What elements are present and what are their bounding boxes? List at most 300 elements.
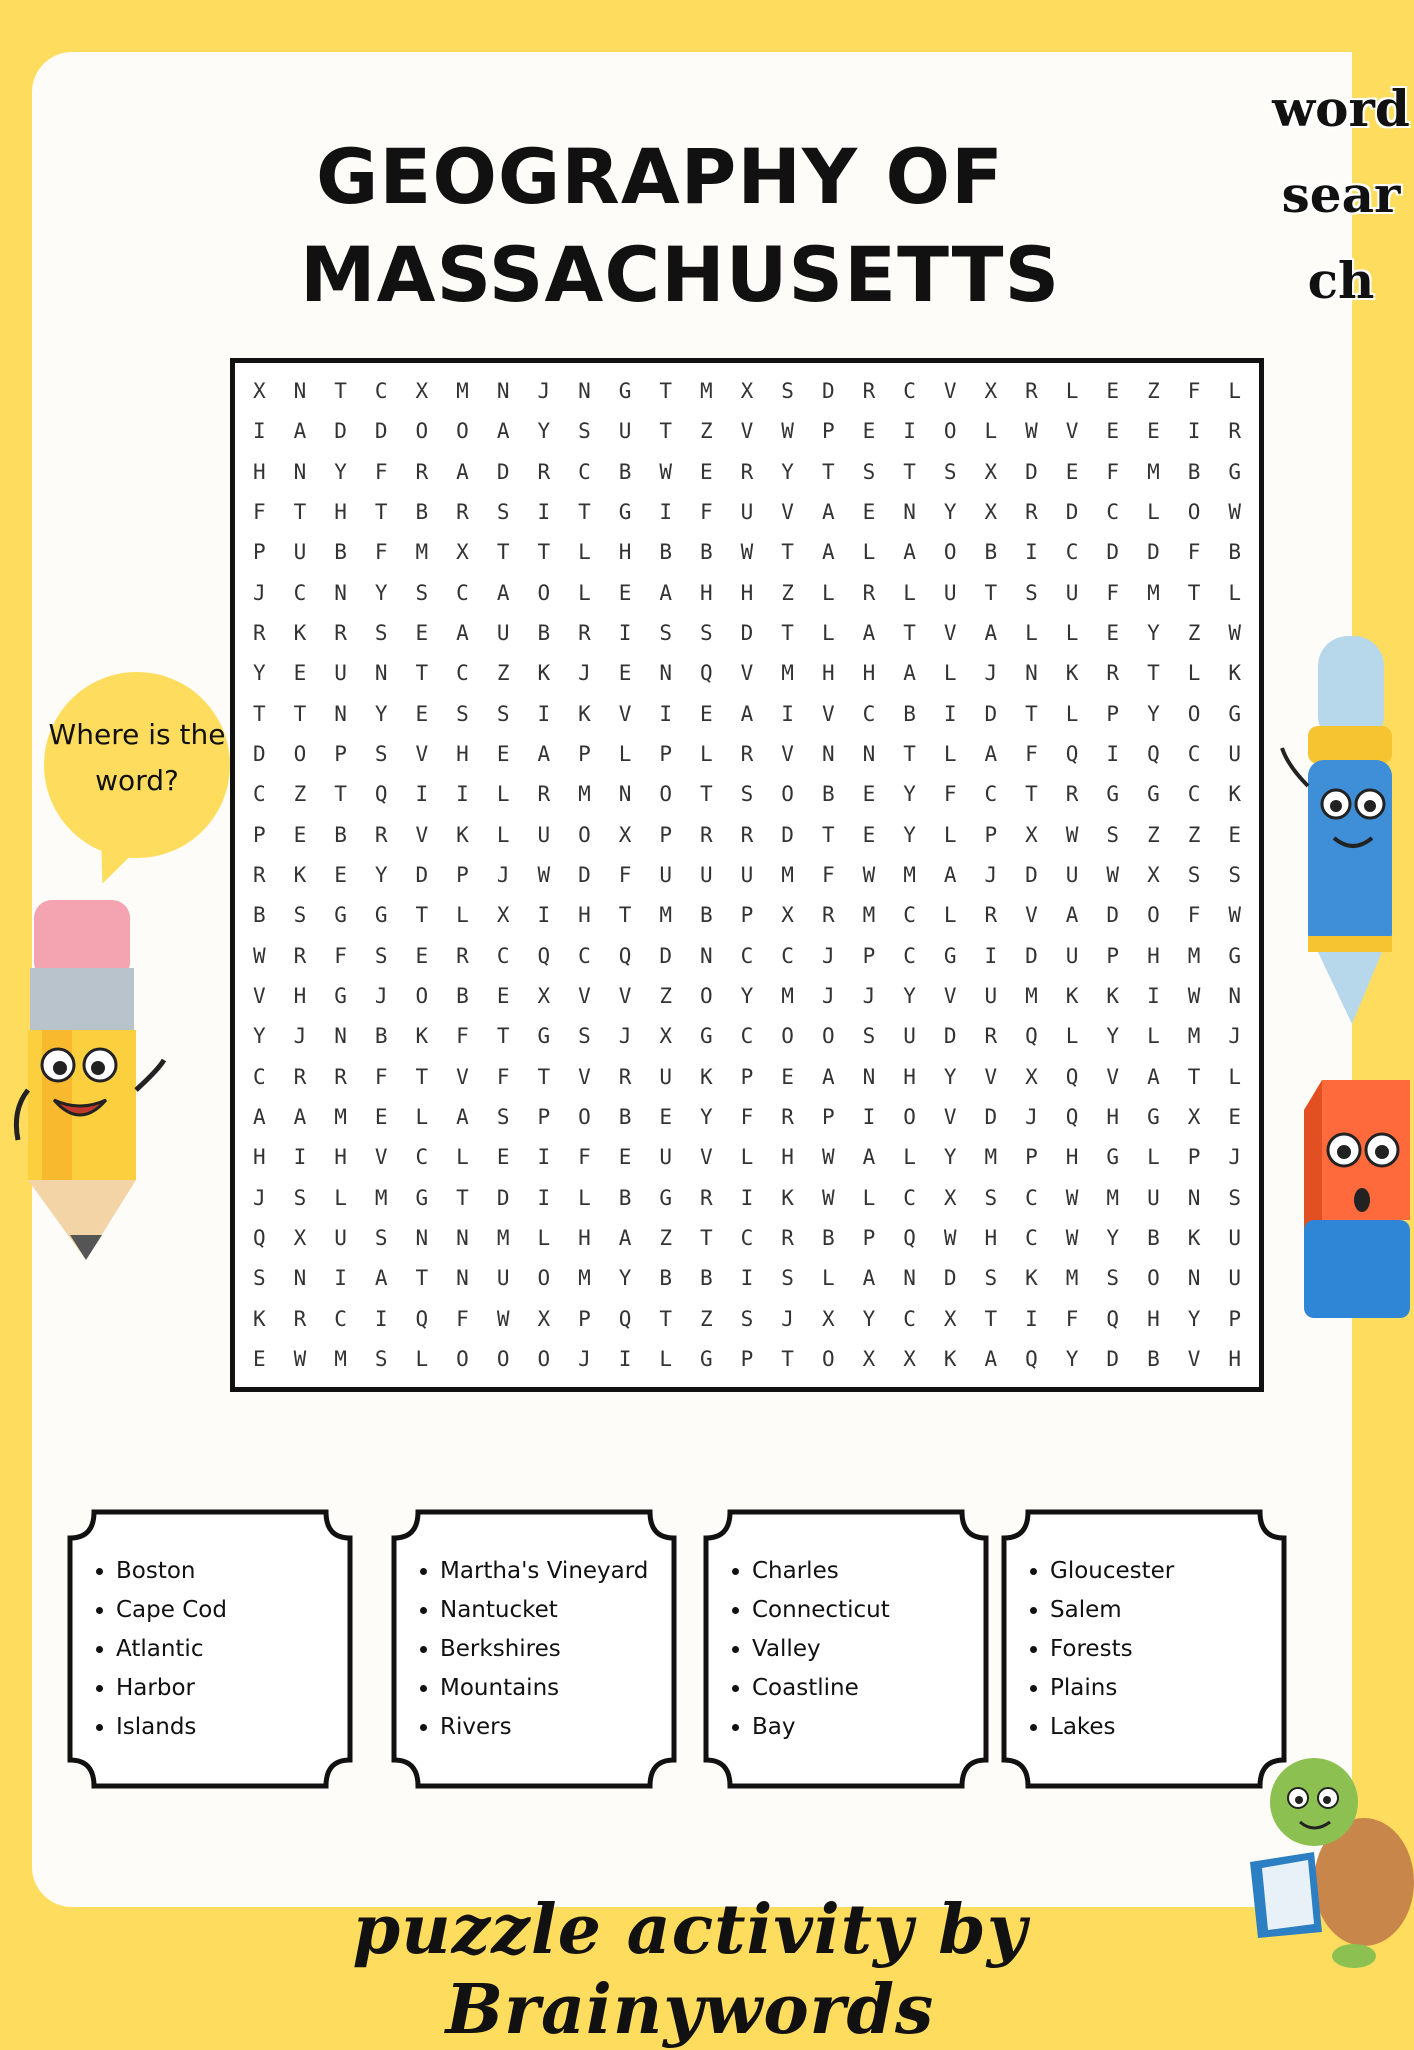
grid-letter[interactable]: U [943,580,957,605]
grid-letter[interactable]: T [659,1306,673,1331]
grid-letter[interactable]: C [1187,782,1201,807]
grid-letter[interactable]: H [781,1145,794,1170]
grid-letter[interactable]: W [943,1225,957,1250]
grid-letter[interactable]: W [1106,862,1120,887]
grid-letter[interactable]: L [1147,500,1160,525]
grid-letter[interactable]: F [374,540,388,565]
grid-letter[interactable]: M [781,661,794,686]
grid-letter[interactable]: X [618,822,632,847]
grid-letter[interactable]: V [943,983,957,1008]
grid-letter[interactable]: Y [781,459,794,484]
grid-letter[interactable]: B [415,500,429,525]
grid-letter[interactable]: F [821,862,835,887]
grid-letter[interactable]: H [618,540,632,565]
grid-letter[interactable]: W [537,862,551,887]
grid-letter[interactable]: E [374,1104,388,1129]
grid-letter[interactable]: L [821,580,835,605]
grid-letter[interactable]: R [293,943,307,968]
grid-letter[interactable]: B [537,621,551,646]
grid-letter[interactable]: B [821,782,835,807]
grid-letter[interactable]: G [1147,1104,1160,1129]
grid-letter[interactable]: L [537,1225,551,1250]
grid-letter[interactable]: H [1228,1346,1241,1371]
grid-letter[interactable]: P [334,742,347,767]
grid-letter[interactable]: W [821,1185,835,1210]
grid-letter[interactable]: D [252,742,266,767]
grid-letter[interactable]: U [903,1024,916,1049]
grid-letter[interactable]: F [1187,903,1201,928]
grid-letter[interactable]: O [821,1024,835,1049]
grid-letter[interactable]: N [1025,661,1038,686]
grid-letter[interactable]: F [252,500,266,525]
grid-letter[interactable]: P [1106,943,1120,968]
grid-letter[interactable]: Q [618,1306,632,1331]
grid-letter[interactable]: Y [903,782,916,807]
grid-letter[interactable]: S [293,903,307,928]
grid-letter[interactable]: F [578,1145,591,1170]
grid-letter[interactable]: A [943,862,957,887]
grid-letter[interactable]: K [537,661,551,686]
grid-letter[interactable]: V [740,661,754,686]
grid-letter[interactable]: A [496,580,510,605]
grid-letter[interactable]: Y [943,1064,957,1089]
grid-letter[interactable]: R [456,500,469,525]
grid-letter[interactable]: H [456,742,469,767]
grid-letter[interactable]: A [456,459,469,484]
grid-letter[interactable]: K [781,1185,794,1210]
grid-letter[interactable]: K [1228,782,1241,807]
grid-letter[interactable]: Y [862,1306,876,1331]
grid-letter[interactable]: E [496,1145,510,1170]
grid-letter[interactable]: A [374,1266,388,1291]
grid-letter[interactable]: U [659,862,673,887]
grid-letter[interactable]: P [821,419,835,444]
grid-letter[interactable]: R [740,742,754,767]
grid-letter[interactable]: U [1228,1225,1241,1250]
grid-letter[interactable]: R [334,1064,347,1089]
grid-letter[interactable]: Q [903,1225,916,1250]
grid-letter[interactable]: A [537,742,551,767]
grid-letter[interactable]: U [1147,1185,1160,1210]
grid-letter[interactable]: R [700,822,713,847]
grid-letter[interactable]: I [1187,419,1201,444]
grid-letter[interactable]: R [1228,419,1241,444]
grid-letter[interactable]: J [1228,1145,1241,1170]
grid-letter[interactable]: D [1147,540,1160,565]
grid-letter[interactable]: Y [1065,1346,1079,1371]
grid-letter[interactable]: V [943,1104,957,1129]
grid-letter[interactable]: H [252,459,266,484]
grid-letter[interactable]: K [415,1024,429,1049]
grid-letter[interactable]: W [1228,500,1241,525]
grid-letter[interactable]: E [618,661,632,686]
grid-letter[interactable]: I [618,621,632,646]
grid-letter[interactable]: X [252,379,266,404]
grid-letter[interactable]: D [740,621,754,646]
grid-letter[interactable]: P [1228,1306,1241,1331]
grid-letter[interactable]: U [537,822,551,847]
grid-letter[interactable]: K [456,822,469,847]
grid-letter[interactable]: C [984,782,998,807]
grid-letter[interactable]: E [1228,822,1241,847]
grid-letter[interactable]: Z [781,580,794,605]
grid-letter[interactable]: A [821,1064,835,1089]
grid-letter[interactable]: L [456,903,469,928]
grid-letter[interactable]: B [456,983,469,1008]
grid-letter[interactable]: T [1187,580,1201,605]
grid-letter[interactable]: A [984,621,998,646]
grid-letter[interactable]: A [293,1104,307,1129]
grid-letter[interactable]: I [293,1145,307,1170]
grid-letter[interactable]: Y [1106,1225,1120,1250]
grid-letter[interactable]: I [252,419,266,444]
grid-letter[interactable]: H [1147,943,1160,968]
grid-letter[interactable]: T [293,701,307,726]
grid-letter[interactable]: I [740,1266,754,1291]
grid-letter[interactable]: H [700,580,713,605]
grid-letter[interactable]: Y [1147,701,1160,726]
grid-letter[interactable]: Y [537,419,551,444]
grid-letter[interactable]: M [781,862,794,887]
grid-letter[interactable]: Y [252,661,266,686]
grid-letter[interactable]: I [456,782,469,807]
grid-letter[interactable]: F [1106,580,1120,605]
grid-letter[interactable]: K [1025,1266,1038,1291]
grid-letter[interactable]: M [659,903,673,928]
grid-letter[interactable]: Q [537,943,551,968]
grid-letter[interactable]: X [1025,1064,1038,1089]
grid-letter[interactable]: A [252,1104,266,1129]
grid-letter[interactable]: E [1147,419,1160,444]
grid-letter[interactable]: I [781,701,794,726]
grid-letter[interactable]: O [903,1104,916,1129]
grid-letter[interactable]: X [740,379,754,404]
grid-letter[interactable]: C [740,943,754,968]
grid-letter[interactable]: I [1025,1306,1038,1331]
grid-letter[interactable]: L [659,1346,673,1371]
grid-letter[interactable]: E [700,459,713,484]
grid-letter[interactable]: O [781,782,794,807]
grid-letter[interactable]: Z [1187,621,1201,646]
grid-letter[interactable]: Y [1106,1024,1120,1049]
grid-letter[interactable]: C [903,379,916,404]
grid-letter[interactable]: Q [1065,742,1079,767]
grid-letter[interactable]: K [578,701,591,726]
grid-letter[interactable]: R [821,903,835,928]
grid-letter[interactable]: L [984,419,998,444]
grid-letter[interactable]: A [1147,1064,1160,1089]
grid-letter[interactable]: V [415,742,429,767]
grid-letter[interactable]: D [1106,540,1120,565]
grid-letter[interactable]: T [781,621,794,646]
grid-letter[interactable]: M [334,1346,347,1371]
grid-letter[interactable]: O [1147,1266,1160,1291]
grid-letter[interactable]: W [293,1346,307,1371]
grid-letter[interactable]: W [1065,1225,1079,1250]
grid-letter[interactable]: H [1106,1104,1120,1129]
grid-letter[interactable]: G [700,1346,713,1371]
grid-letter[interactable]: O [821,1346,835,1371]
grid-letter[interactable]: S [700,621,713,646]
grid-letter[interactable]: Z [1147,822,1160,847]
grid-letter[interactable]: R [334,621,347,646]
grid-letter[interactable]: T [334,782,347,807]
grid-letter[interactable]: Z [700,1306,713,1331]
grid-letter[interactable]: T [537,540,551,565]
grid-letter[interactable]: Z [496,661,510,686]
grid-letter[interactable]: I [334,1266,347,1291]
grid-letter[interactable]: S [862,1024,876,1049]
grid-letter[interactable]: O [1187,701,1201,726]
grid-letter[interactable]: X [821,1306,835,1331]
grid-letter[interactable]: S [456,701,469,726]
grid-letter[interactable]: F [1187,540,1201,565]
grid-letter[interactable]: X [781,903,794,928]
grid-letter[interactable]: R [618,1064,632,1089]
grid-letter[interactable]: S [1106,1266,1120,1291]
grid-letter[interactable]: H [903,1064,916,1089]
grid-letter[interactable]: A [821,540,835,565]
grid-letter[interactable]: B [1147,1225,1160,1250]
grid-letter[interactable]: P [537,1104,551,1129]
grid-letter[interactable]: Y [618,1266,632,1291]
grid-letter[interactable]: P [1187,1145,1201,1170]
grid-letter[interactable]: C [456,580,469,605]
grid-letter[interactable]: A [1065,903,1079,928]
grid-letter[interactable]: L [943,661,957,686]
grid-letter[interactable]: R [781,1104,794,1129]
grid-letter[interactable]: P [740,1064,754,1089]
grid-letter[interactable]: N [374,661,388,686]
grid-letter[interactable]: M [1025,983,1038,1008]
grid-letter[interactable]: T [578,500,591,525]
grid-letter[interactable]: B [659,1266,673,1291]
grid-letter[interactable]: F [700,500,713,525]
grid-letter[interactable]: B [334,540,347,565]
grid-letter[interactable]: H [862,661,876,686]
grid-letter[interactable]: A [659,580,673,605]
grid-letter[interactable]: H [252,1145,266,1170]
grid-letter[interactable]: V [618,701,632,726]
grid-letter[interactable]: M [903,862,916,887]
grid-letter[interactable]: R [984,1024,998,1049]
grid-letter[interactable]: Y [903,822,916,847]
grid-letter[interactable]: C [903,1306,916,1331]
grid-letter[interactable]: S [374,742,388,767]
grid-letter[interactable]: F [496,1064,510,1089]
grid-letter[interactable]: P [578,742,591,767]
grid-letter[interactable]: Q [1065,1104,1079,1129]
grid-letter[interactable]: V [943,621,957,646]
grid-letter[interactable]: N [334,701,347,726]
grid-letter[interactable]: S [415,580,429,605]
grid-letter[interactable]: U [496,621,510,646]
grid-letter[interactable]: S [659,621,673,646]
grid-letter[interactable]: C [903,903,916,928]
grid-letter[interactable]: B [618,1185,632,1210]
grid-letter[interactable]: G [1228,459,1241,484]
grid-letter[interactable]: S [293,1185,307,1210]
grid-letter[interactable]: X [1187,1104,1201,1129]
grid-letter[interactable]: N [700,943,713,968]
grid-letter[interactable]: D [496,459,510,484]
grid-letter[interactable]: A [496,419,510,444]
grid-letter[interactable]: J [578,661,591,686]
grid-letter[interactable]: C [1106,500,1120,525]
grid-letter[interactable]: A [984,1346,998,1371]
grid-letter[interactable]: L [903,580,916,605]
grid-letter[interactable]: T [903,459,916,484]
grid-letter[interactable]: V [984,1064,998,1089]
grid-letter[interactable]: V [415,822,429,847]
grid-letter[interactable]: E [293,822,307,847]
grid-letter[interactable]: A [456,1104,469,1129]
grid-letter[interactable]: B [1147,1346,1160,1371]
grid-letter[interactable]: C [781,943,794,968]
grid-letter[interactable]: C [1025,1185,1038,1210]
grid-letter[interactable]: N [903,500,916,525]
grid-letter[interactable]: Q [618,943,632,968]
grid-letter[interactable]: C [903,943,916,968]
grid-letter[interactable]: L [1228,1064,1241,1089]
grid-letter[interactable]: U [984,983,998,1008]
grid-letter[interactable]: W [659,459,673,484]
grid-letter[interactable]: U [1065,943,1079,968]
grid-letter[interactable]: A [862,621,876,646]
grid-letter[interactable]: L [1065,379,1079,404]
grid-letter[interactable]: W [1187,983,1201,1008]
grid-letter[interactable]: O [415,419,429,444]
grid-letter[interactable]: H [334,500,347,525]
grid-letter[interactable]: R [1025,379,1038,404]
grid-letter[interactable]: M [1187,1024,1201,1049]
grid-letter[interactable]: R [862,379,876,404]
grid-letter[interactable]: Q [1147,742,1160,767]
grid-letter[interactable]: O [659,782,673,807]
grid-letter[interactable]: V [578,983,591,1008]
grid-letter[interactable]: C [293,580,307,605]
grid-letter[interactable]: L [618,742,632,767]
grid-letter[interactable]: N [659,661,673,686]
grid-letter[interactable]: U [740,500,754,525]
grid-letter[interactable]: H [740,580,754,605]
grid-letter[interactable]: V [821,701,835,726]
grid-letter[interactable]: V [781,500,794,525]
grid-letter[interactable]: G [334,903,347,928]
grid-letter[interactable]: J [618,1024,632,1049]
grid-letter[interactable]: G [659,1185,673,1210]
grid-letter[interactable]: K [700,1064,713,1089]
grid-letter[interactable]: L [821,621,835,646]
grid-letter[interactable]: T [700,782,713,807]
grid-letter[interactable]: V [700,1145,713,1170]
grid-letter[interactable]: I [537,701,551,726]
grid-letter[interactable]: Z [1187,822,1201,847]
grid-letter[interactable]: T [456,1185,469,1210]
grid-letter[interactable]: Q [1065,1064,1079,1089]
grid-letter[interactable]: I [1106,742,1120,767]
grid-letter[interactable]: G [374,903,388,928]
grid-letter[interactable]: Q [1025,1024,1038,1049]
grid-letter[interactable]: N [293,1266,307,1291]
grid-letter[interactable]: L [943,742,957,767]
grid-letter[interactable]: N [618,782,632,807]
grid-letter[interactable]: Y [1187,1306,1201,1331]
grid-letter[interactable]: R [293,1306,307,1331]
grid-letter[interactable]: I [903,419,916,444]
grid-letter[interactable]: F [374,1064,388,1089]
grid-letter[interactable]: S [374,1225,388,1250]
grid-letter[interactable]: K [1228,661,1241,686]
grid-letter[interactable]: C [252,1064,266,1089]
grid-letter[interactable]: Q [252,1225,266,1250]
grid-letter[interactable]: B [903,701,916,726]
grid-letter[interactable]: R [740,459,754,484]
grid-letter[interactable]: Y [252,1024,266,1049]
grid-letter[interactable]: T [821,822,835,847]
grid-letter[interactable]: A [821,500,835,525]
grid-letter[interactable]: H [821,661,835,686]
grid-letter[interactable]: D [1106,903,1120,928]
grid-letter[interactable]: R [740,822,754,847]
grid-letter[interactable]: I [862,1104,876,1129]
grid-letter[interactable]: W [496,1306,510,1331]
grid-letter[interactable]: S [984,1266,998,1291]
grid-letter[interactable]: E [415,621,429,646]
grid-letter[interactable]: M [578,782,591,807]
grid-letter[interactable]: E [334,862,347,887]
grid-letter[interactable]: G [618,500,632,525]
grid-letter[interactable]: E [659,1104,673,1129]
grid-letter[interactable]: T [659,419,673,444]
grid-letter[interactable]: X [984,459,998,484]
grid-letter[interactable]: E [862,822,876,847]
grid-letter[interactable]: L [862,540,876,565]
grid-letter[interactable]: S [1025,580,1038,605]
grid-letter[interactable]: L [1147,1145,1160,1170]
grid-letter[interactable]: U [293,540,307,565]
grid-letter[interactable]: O [537,580,551,605]
grid-letter[interactable]: X [496,903,510,928]
grid-letter[interactable]: O [578,1104,591,1129]
grid-letter[interactable]: R [537,459,551,484]
grid-letter[interactable]: N [415,1225,429,1250]
grid-letter[interactable]: F [1106,459,1120,484]
grid-letter[interactable]: S [374,943,388,968]
grid-letter[interactable]: S [578,1024,591,1049]
grid-letter[interactable]: M [496,1225,510,1250]
grid-letter[interactable]: Y [374,862,388,887]
grid-letter[interactable]: J [537,379,551,404]
grid-letter[interactable]: X [293,1225,307,1250]
grid-letter[interactable]: F [334,943,347,968]
grid-letter[interactable]: Z [659,983,673,1008]
grid-letter[interactable]: H [334,1145,347,1170]
grid-letter[interactable]: R [781,1225,794,1250]
grid-letter[interactable]: X [984,379,998,404]
grid-letter[interactable]: L [415,1104,429,1129]
grid-letter[interactable]: L [578,1185,591,1210]
grid-letter[interactable]: G [618,379,632,404]
grid-letter[interactable]: W [821,1145,835,1170]
grid-letter[interactable]: U [618,419,632,444]
grid-letter[interactable]: I [1147,983,1160,1008]
grid-letter[interactable]: T [496,540,510,565]
grid-letter[interactable]: R [1106,661,1120,686]
grid-letter[interactable]: U [334,1225,347,1250]
grid-letter[interactable]: I [740,1185,754,1210]
grid-letter[interactable]: Z [293,782,307,807]
